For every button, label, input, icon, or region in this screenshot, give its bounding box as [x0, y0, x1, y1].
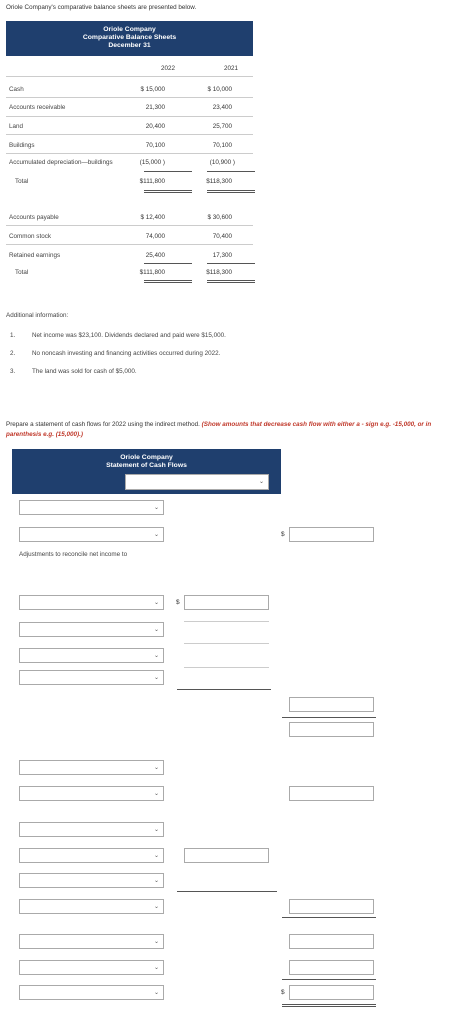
chevron-down-icon: ⌄: [153, 878, 159, 884]
section-select[interactable]: [19, 760, 164, 775]
subtotal-line: [144, 171, 192, 172]
row-rule: [6, 225, 253, 226]
beginning-cash-input[interactable]: [289, 960, 374, 975]
adjustment-select[interactable]: [19, 670, 164, 685]
col-2021-header: 2021: [223, 65, 238, 72]
subtotal-line: [282, 717, 376, 718]
subtotal-line: [207, 263, 255, 264]
row-rule: [6, 116, 253, 117]
amount-input[interactable]: [289, 527, 374, 542]
net-change-input[interactable]: [289, 934, 374, 949]
line-item-select[interactable]: [19, 934, 164, 949]
total-double-line: [144, 280, 192, 283]
line-item-select[interactable]: [19, 786, 164, 801]
buildings-2021: 70,100: [212, 142, 232, 149]
line-item-select[interactable]: [19, 899, 164, 914]
company-name: Oriole Company: [103, 26, 156, 33]
dollar-sign: $: [281, 989, 285, 996]
line-item-select[interactable]: [19, 985, 164, 1000]
line-item-select[interactable]: [19, 527, 164, 542]
row-label-total-assets: Total: [15, 178, 29, 185]
row-label-land: Land: [9, 123, 24, 130]
retained-2021: 17,300: [212, 252, 232, 259]
chevron-down-icon: ⌄: [153, 791, 159, 797]
info-text: The land was sold for cash of $5,000.: [32, 368, 137, 375]
info-text: No noncash investing and financing activities occurred during 2022.: [32, 350, 221, 357]
header-rule: [6, 76, 253, 77]
land-2022: 20,400: [145, 123, 165, 130]
row-rule: [6, 97, 253, 98]
total-double-line: [207, 280, 255, 283]
ar-2022: 21,300: [145, 104, 165, 111]
retained-2022: 25,400: [145, 252, 165, 259]
total-double-line: [207, 190, 255, 193]
operating-total-input[interactable]: [289, 722, 374, 737]
info-number: 3.: [10, 368, 16, 375]
chevron-down-icon: ⌄: [153, 532, 159, 538]
row-label-total-liab: Total: [15, 269, 29, 276]
adjustment-select[interactable]: [19, 622, 164, 637]
row-label-accum-dep: Accumulated depreciation—buildings: [9, 159, 113, 166]
total-double-line: [282, 1004, 376, 1007]
adjustment-select[interactable]: [19, 595, 164, 610]
adjustment-select[interactable]: [19, 648, 164, 663]
chevron-down-icon: ⌄: [153, 600, 159, 606]
row-rule: [6, 153, 253, 154]
row-label-buildings: Buildings: [9, 142, 35, 149]
info-text: Net income was $23,100. Dividends declared and paid were $15,000.: [32, 332, 226, 339]
investing-amount-input[interactable]: [289, 786, 374, 801]
balance-sheet-header: [6, 21, 253, 56]
chevron-down-icon: ⌄: [153, 965, 159, 971]
chevron-down-icon: ⌄: [153, 653, 159, 659]
chevron-down-icon: ⌄: [153, 939, 159, 945]
statement-period-select[interactable]: [125, 474, 269, 490]
land-2021: 25,700: [212, 123, 232, 130]
ap-2022: $ 12,400: [140, 214, 165, 221]
sheet-date: December 31: [108, 42, 151, 49]
subtotal-line: [282, 979, 376, 980]
total-assets-2021: $118,300: [206, 178, 232, 185]
chevron-down-icon: ⌄: [153, 765, 159, 771]
statement-company: Oriole Company: [120, 454, 173, 461]
section-select[interactable]: [19, 822, 164, 837]
chevron-down-icon: ⌄: [153, 505, 159, 511]
input-line: [184, 643, 269, 644]
sheet-title: Comparative Balance Sheets: [82, 34, 177, 41]
row-label-common-stock: Common stock: [9, 233, 51, 240]
row-rule: [6, 244, 253, 245]
col-2022-header: 2022: [160, 65, 175, 72]
statement-title: Statement of Cash Flows: [106, 462, 187, 469]
row-label-ap: Accounts payable: [9, 214, 59, 221]
row-label-cash: Cash: [9, 86, 24, 93]
dollar-sign: $: [281, 531, 285, 538]
common-stock-2022: 74,000: [145, 233, 165, 240]
financing-total-input[interactable]: [289, 899, 374, 914]
instructions-note: (Show amounts that decrease cash flow with either a - sign e.g. -15,000, or in parenthesis e.g. (15,000).): [6, 421, 432, 438]
chevron-down-icon: ⌄: [153, 675, 159, 681]
input-line: [184, 621, 269, 622]
common-stock-2021: 70,400: [212, 233, 232, 240]
row-rule: [6, 134, 253, 135]
section-select[interactable]: [19, 500, 164, 515]
chevron-down-icon: ⌄: [258, 479, 264, 485]
accum-dep-2022: (15,000 ): [139, 159, 165, 166]
total-assets-2022: $111,800: [139, 178, 165, 185]
accum-dep-2021: (10,900 ): [209, 159, 235, 166]
dollar-sign: $: [176, 599, 180, 606]
row-label-retained: Retained earnings: [9, 252, 61, 259]
financing-amount-input[interactable]: [184, 848, 269, 863]
subtotal-line: [282, 917, 376, 918]
chevron-down-icon: ⌄: [153, 990, 159, 996]
subtotal-line: [144, 263, 192, 264]
line-item-select[interactable]: [19, 848, 164, 863]
subtotal-line: [207, 171, 255, 172]
total-liab-2022: $111,800: [139, 269, 165, 276]
info-number: 2.: [10, 350, 16, 357]
input-line: [184, 667, 269, 668]
ar-2021: 23,400: [212, 104, 232, 111]
total-liab-2021: $118,300: [206, 269, 232, 276]
additional-info-title: Additional information:: [6, 312, 69, 319]
buildings-2022: 70,100: [145, 142, 165, 149]
chevron-down-icon: ⌄: [153, 853, 159, 859]
chevron-down-icon: ⌄: [153, 627, 159, 633]
chevron-down-icon: ⌄: [153, 904, 159, 910]
instructions: [6, 420, 446, 440]
net-adjustment-input[interactable]: [289, 697, 374, 712]
row-label-ar: Accounts receivable: [9, 104, 66, 111]
cash-2021: $ 10,000: [207, 86, 232, 93]
adjustments-label: Adjustments to reconcile net income to: [19, 551, 128, 558]
ending-cash-input[interactable]: [289, 985, 374, 1000]
total-double-line: [144, 190, 192, 193]
ap-2021: $ 30,600: [207, 214, 232, 221]
info-number: 1.: [10, 332, 16, 339]
chevron-down-icon: ⌄: [153, 827, 159, 833]
intro-text: Oriole Company's comparative balance sheets are presented below.: [6, 4, 197, 11]
subtotal-line: [177, 891, 277, 892]
adjustment-amount-input[interactable]: [184, 595, 269, 610]
cash-2022: $ 15,000: [140, 86, 165, 93]
line-item-select[interactable]: [19, 960, 164, 975]
instructions-text: Prepare a statement of cash flows for 2022 using the indirect method.: [6, 421, 200, 428]
subtotal-line: [177, 689, 271, 690]
line-item-select[interactable]: [19, 873, 164, 888]
